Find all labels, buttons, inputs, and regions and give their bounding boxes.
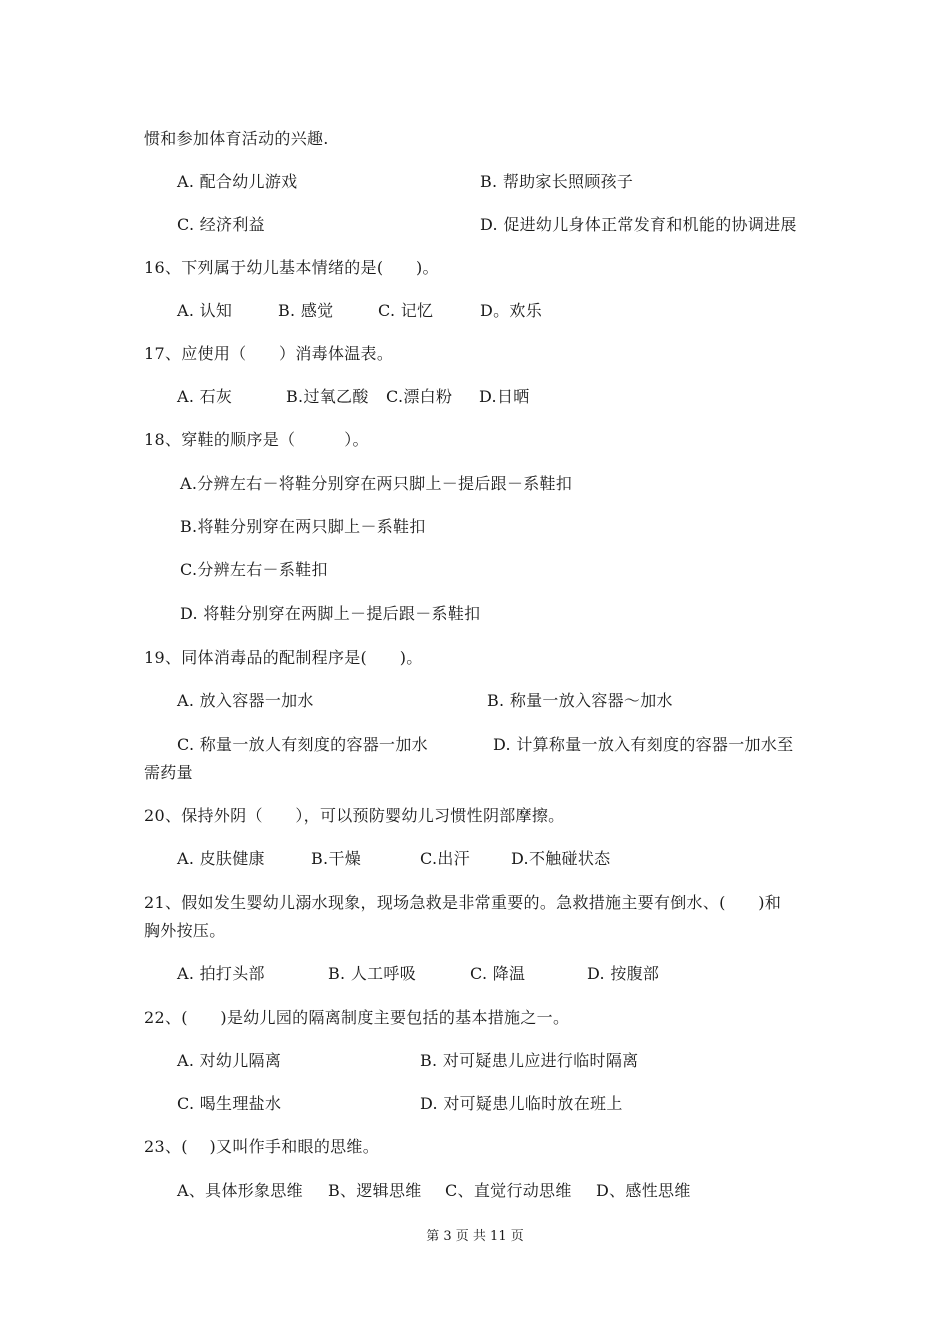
q19-option-c: C. 称量一放人有刻度的容器一加水	[177, 735, 428, 754]
q15-option-c: C. 经济利益	[177, 215, 265, 234]
q20-option-a: A. 皮肤健康	[177, 849, 265, 868]
q17-option-b: B.过氧乙酸	[286, 387, 369, 406]
q20-option-d: D.不触碰状态	[511, 849, 611, 868]
q16-stem: 16、下列属于幼儿基本情绪的是( )。	[144, 258, 439, 277]
q21-option-d: D. 按腹部	[587, 964, 660, 983]
q19-option-d-continuation: 需药量	[144, 763, 193, 782]
q19-option-b: B. 称量一放入容器～加水	[487, 691, 673, 710]
q16-option-a: A. 认知	[177, 301, 233, 320]
q19-stem: 19、同体消毒品的配制程序是( )。	[144, 648, 423, 667]
q15-option-d: D. 促进幼儿身体正常发育和机能的协调进展	[480, 215, 797, 234]
q18-option-b: B.将鞋分别穿在两只脚上－系鞋扣	[180, 517, 426, 536]
q16-option-b: B. 感觉	[278, 301, 334, 320]
q23-option-c: C、直觉行动思维	[445, 1181, 572, 1200]
q17-option-a: A. 石灰	[177, 387, 233, 406]
q21-stem: 21、假如发生婴幼儿溺水现象，现场急救是非常重要的。急救措施主要有倒水、( )和	[144, 893, 782, 912]
q15-option-a: A. 配合幼儿游戏	[177, 172, 298, 191]
q23-stem: 23、( )又叫作手和眼的思维。	[144, 1137, 380, 1156]
q23-option-a: A、具体形象思维	[177, 1181, 303, 1200]
page-number-footer: 第 3 页 共 11 页	[426, 1229, 524, 1244]
q17-option-d: D.日晒	[479, 387, 530, 406]
q21-option-c: C. 降温	[470, 964, 526, 983]
q15-continuation: 惯和参加体育活动的兴趣.	[144, 129, 329, 148]
q22-option-a: A. 对幼儿隔离	[177, 1051, 282, 1070]
q21-option-b: B. 人工呼吸	[328, 964, 417, 983]
q18-option-d: D. 将鞋分别穿在两脚上－提后跟－系鞋扣	[180, 604, 481, 623]
q17-stem: 17、应使用（ ）消毒体温表。	[144, 344, 394, 363]
q18-stem: 18、穿鞋的顺序是（ ）。	[144, 430, 369, 449]
q16-option-c: C. 记忆	[378, 301, 434, 320]
q21-option-a: A. 拍打头部	[177, 964, 265, 983]
q15-option-b: B. 帮助家长照顾孩子	[480, 172, 634, 191]
q20-option-c: C.出汗	[420, 849, 470, 868]
q16-option-d: D。欢乐	[480, 301, 543, 320]
q23-option-b: B、逻辑思维	[328, 1181, 422, 1200]
q22-option-c: C. 喝生理盐水	[177, 1094, 282, 1113]
q22-option-d: D. 对可疑患儿临时放在班上	[420, 1094, 623, 1113]
q19-option-a: A. 放入容器一加水	[177, 691, 314, 710]
q22-stem: 22、( )是幼儿园的隔离制度主要包括的基本措施之一。	[144, 1008, 570, 1027]
q18-option-a: A.分辨左右－将鞋分别穿在两只脚上－提后跟－系鞋扣	[180, 474, 573, 493]
q23-option-d: D、感性思维	[596, 1181, 691, 1200]
q17-option-c: C.漂白粉	[386, 387, 453, 406]
q22-option-b: B. 对可疑患儿应进行临时隔离	[420, 1051, 639, 1070]
q21-stem-continuation: 胸外按压。	[144, 921, 226, 940]
q20-stem: 20、保持外阴（ ），可以预防婴幼儿习惯性阴部摩擦。	[144, 806, 565, 825]
q18-option-c: C.分辨左右－系鞋扣	[180, 560, 328, 579]
q19-option-d: D. 计算称量一放入有刻度的容器一加水至	[493, 735, 794, 754]
q20-option-b: B.干燥	[311, 849, 362, 868]
